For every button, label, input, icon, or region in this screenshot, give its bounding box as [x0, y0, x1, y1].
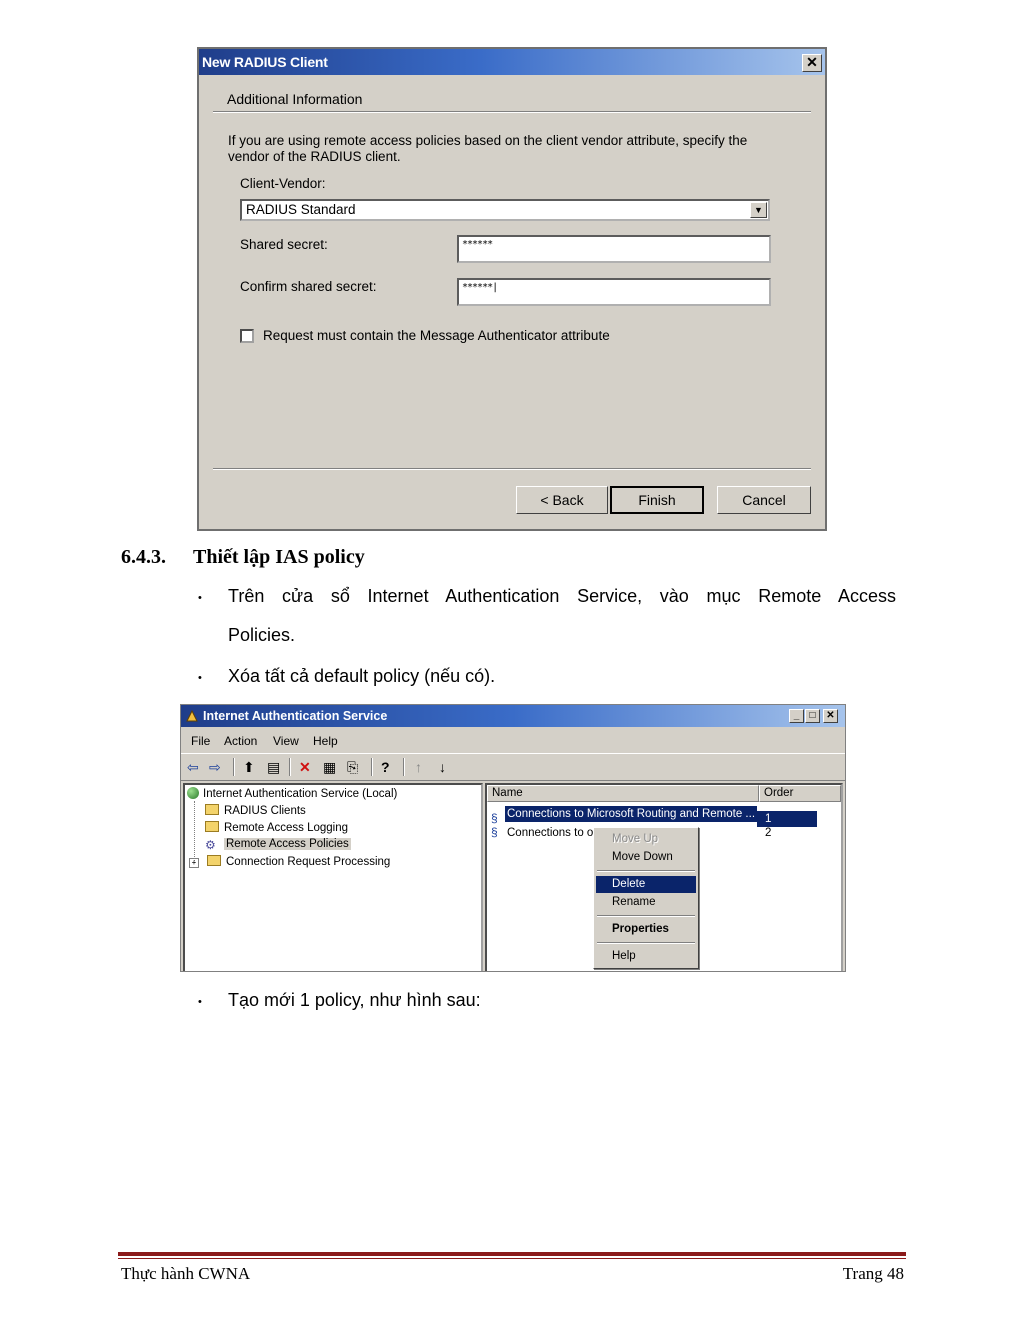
tree-item-label: Connection Request Processing — [226, 856, 391, 868]
header-divider — [213, 111, 811, 113]
bullet-3-text: Tạo mới 1 policy, như hình sau: — [228, 990, 481, 1010]
tree-item-label: RADIUS Clients — [224, 805, 306, 817]
section-heading — [121, 546, 365, 569]
policy-row-2-name: Connections to o — [507, 827, 594, 839]
confirm-secret-input[interactable]: ******| — [457, 278, 771, 306]
footer-divider — [213, 468, 811, 470]
column-header-name[interactable]: Name — [487, 785, 759, 802]
bullet-2-text: Xóa tất cả default policy (nếu có). — [228, 666, 496, 686]
show-hide-tree-icon[interactable]: ▤ — [267, 759, 281, 775]
back-icon[interactable]: ⇦ — [187, 759, 199, 775]
tree-item-remote-access-policies[interactable] — [205, 838, 351, 851]
folder-icon — [205, 804, 219, 815]
tree-item-connection-request-processing[interactable] — [189, 855, 390, 868]
tree-item-label: Remote Access Logging — [224, 822, 349, 834]
menu-action[interactable]: Action — [224, 734, 258, 748]
ias-app-icon — [185, 709, 199, 723]
footer-rule-thin — [118, 1258, 906, 1259]
menu-rename[interactable]: Rename — [612, 896, 656, 908]
toolbar — [181, 753, 845, 781]
folder-icon — [207, 855, 221, 866]
context-menu — [593, 827, 699, 969]
footer-left: Thực hành CWNA — [121, 1264, 251, 1283]
client-vendor-label: Client-Vendor: — [240, 176, 326, 191]
footer-rule — [118, 1252, 906, 1256]
menu-move-down[interactable]: Move Down — [612, 851, 673, 863]
menu-help-item[interactable]: Help — [612, 950, 636, 962]
toolbar-separator — [403, 758, 405, 776]
policy-row-1-order: 1 — [757, 811, 817, 827]
footer-page-number: Trang 48 — [842, 1264, 904, 1283]
bullet-1-line-2: Policies. — [228, 625, 296, 645]
dialog-subtitle: Additional Information — [227, 91, 363, 107]
policy-row-1-name: Connections to Microsoft Routing and Remote ... — [507, 808, 756, 820]
menu-view[interactable]: View — [273, 734, 299, 748]
tree-item-remote-access-logging[interactable] — [205, 821, 348, 834]
ias-window — [180, 704, 846, 972]
policy-icon: § — [491, 825, 498, 839]
bullet-3-icon: • — [198, 996, 202, 1008]
menu-properties[interactable]: Properties — [612, 923, 669, 935]
export-list-icon[interactable]: ⎘ — [347, 759, 359, 775]
bullet-1-line-1: Trên cửa sổ Internet Authentication Service, vào mục Remote Access — [228, 586, 896, 606]
move-down-icon[interactable]: ↓ — [439, 759, 446, 775]
section-title: Thiết lập IAS policy — [193, 546, 365, 568]
shared-secret-input[interactable]: ****** — [457, 235, 771, 263]
dialog-title: New RADIUS Client — [202, 54, 328, 70]
close-button[interactable]: ✕ — [802, 54, 822, 72]
toolbar-separator — [371, 758, 373, 776]
tree-item-radius-clients[interactable] — [205, 804, 306, 817]
close-window-button[interactable]: ✕ — [823, 709, 838, 723]
tree-item-label: Remote Access Policies — [226, 838, 349, 850]
new-radius-client-dialog — [197, 47, 827, 531]
dropdown-arrow-icon[interactable]: ▼ — [750, 202, 767, 218]
tree-pane — [183, 783, 483, 972]
menu-help[interactable]: Help — [313, 734, 338, 748]
menu-separator — [597, 870, 695, 872]
ias-title: Internet Authentication Service — [203, 709, 388, 723]
policy-row-2-order: 2 — [765, 827, 772, 839]
move-up-icon[interactable]: ↑ — [415, 759, 422, 775]
properties-icon[interactable]: ▦ — [323, 759, 337, 775]
forward-icon[interactable]: ⇨ — [209, 759, 221, 775]
tree-root[interactable] — [187, 787, 397, 800]
menu-delete[interactable]: Delete — [596, 876, 696, 893]
minimize-button[interactable]: _ — [789, 709, 804, 723]
delete-icon[interactable]: ✕ — [299, 759, 311, 775]
menu-separator — [597, 942, 695, 944]
tree-root-label: Internet Authentication Service (Local) — [203, 788, 398, 800]
menu-separator — [597, 915, 695, 917]
menu-bar — [181, 729, 845, 751]
client-vendor-value: RADIUS Standard — [246, 202, 356, 217]
section-number: 6.4.3. — [121, 546, 166, 568]
maximize-button[interactable]: □ — [805, 709, 820, 723]
folder-icon — [205, 821, 219, 832]
finish-button[interactable]: Finish — [610, 486, 704, 514]
client-vendor-select[interactable] — [240, 199, 770, 221]
expand-icon[interactable]: + — [189, 858, 199, 868]
cancel-button[interactable]: Cancel — [717, 486, 811, 514]
policy-icon: § — [491, 811, 498, 825]
back-button[interactable]: < Back — [516, 486, 608, 514]
confirm-secret-label: Confirm shared secret: — [240, 279, 377, 294]
shared-secret-label: Shared secret: — [240, 237, 328, 252]
policy-icon: ⚙ — [205, 838, 216, 852]
bullet-2-icon: • — [198, 672, 202, 684]
message-authenticator-label: Request must contain the Message Authenticator attribute — [263, 328, 610, 343]
message-authenticator-checkbox[interactable] — [240, 329, 254, 343]
policy-row-1[interactable] — [491, 806, 817, 825]
tree-line — [194, 801, 195, 863]
globe-icon — [187, 787, 199, 799]
menu-move-up[interactable]: Move Up — [612, 833, 659, 845]
toolbar-separator — [233, 758, 235, 776]
dialog-description: If you are using remote access policies based on the client vendor attribute, specify the vendor of the RADIUS client. — [228, 133, 748, 164]
menu-file[interactable]: File — [191, 734, 211, 748]
column-header-order[interactable]: Order — [759, 785, 841, 802]
up-folder-icon[interactable]: ⬆ — [243, 759, 255, 775]
bullet-1-icon: • — [198, 592, 202, 604]
help-icon[interactable]: ? — [381, 759, 390, 775]
toolbar-separator — [289, 758, 291, 776]
